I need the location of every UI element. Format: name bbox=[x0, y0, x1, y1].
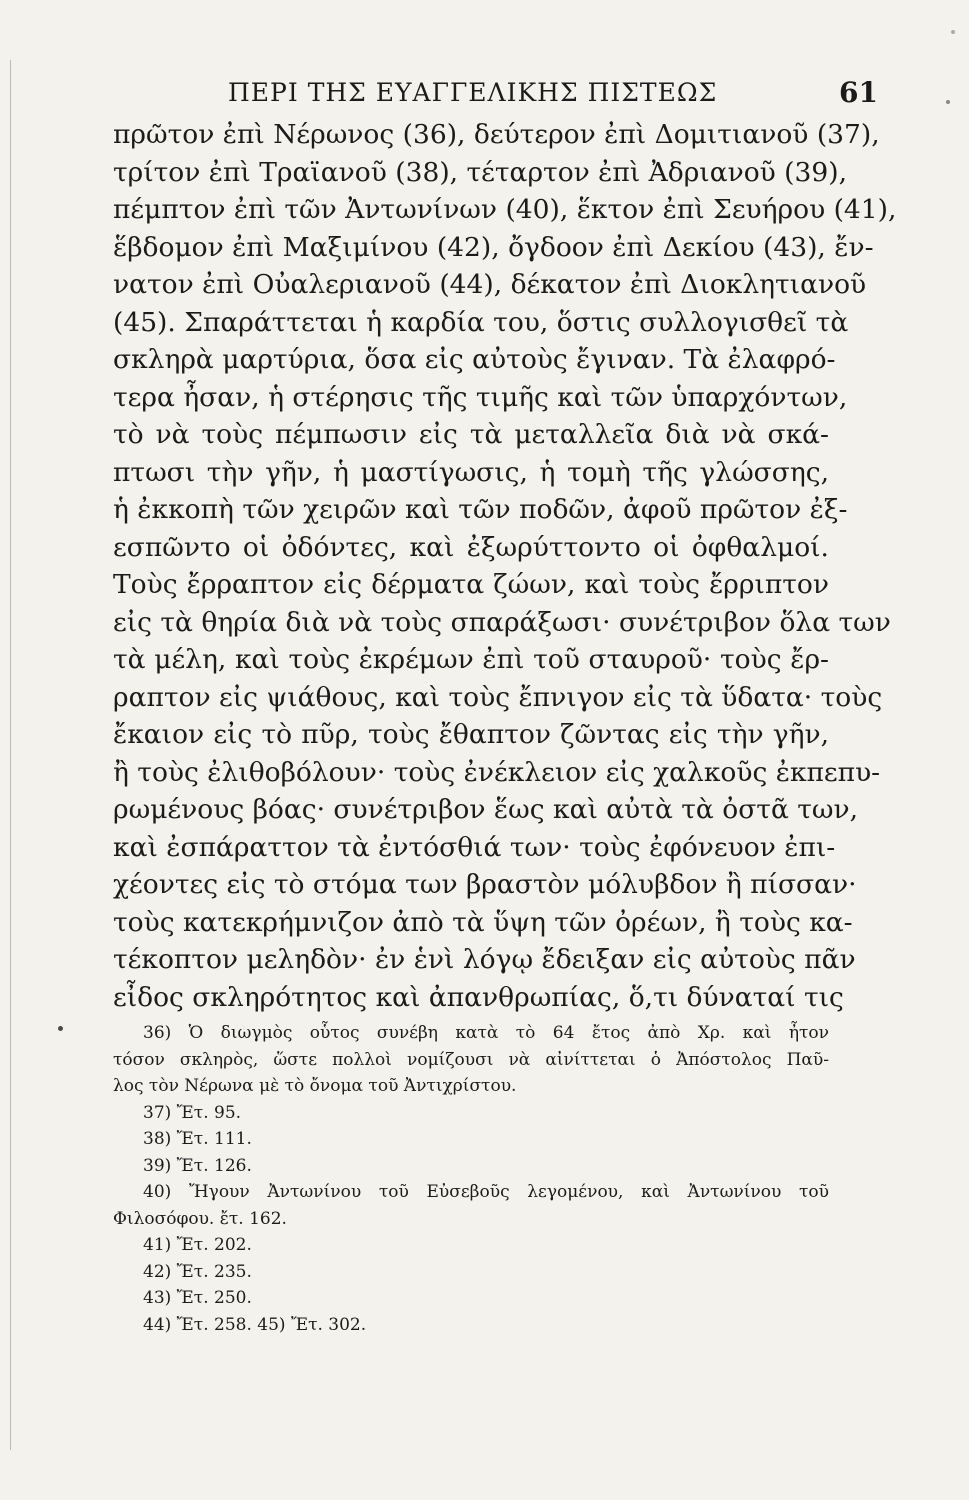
text-line: ραπτον εἰς ψιάθους, καὶ τοὺς ἔπνιγον εἰς τὰ ὕδατα· τοὺς bbox=[113, 681, 883, 713]
footnote-line: 41) Ἔτ. 202. bbox=[143, 1235, 252, 1255]
text-line: ἡ ἐκκοπὴ τῶν χειρῶν καὶ τῶν ποδῶν, ἀφοῦ πρῶτον ἐξ- bbox=[113, 494, 848, 525]
text-line: εἰς τὰ θηρία διὰ νὰ τοὺς σπαράξωσι· συνέτριβον ὅλα των bbox=[113, 606, 891, 638]
text-line: τερα ἦσαν, ἡ στέρησις τῆς τιμῆς καὶ τῶν ὑπαρχόντων, bbox=[113, 381, 848, 413]
text-line: πτωσι τὴν γῆν, ἡ μαστίγωσις, ἡ τομὴ τῆς γλώσσης, bbox=[113, 456, 829, 488]
text-line: ἢ τοὺς ἐλιθοβόλουν· τοὺς ἐνέκλειον εἰς χαλκοῦς ἐκπεπυ- bbox=[113, 756, 881, 788]
speck bbox=[951, 30, 955, 34]
text-line: σκληρὰ μαρτύρια, ὅσα εἰς αὐτοὺς ἔγιναν. Τὰ ἐλαφρό- bbox=[113, 344, 836, 375]
text-line: ἕβδομον ἐπὶ Μαξιμίνου (42), ὄγδοον ἐπὶ Δεκίου (43), ἔν- bbox=[113, 231, 874, 263]
footnote-line: 43) Ἔτ. 250. bbox=[143, 1288, 252, 1308]
footnote-line: 40) Ἤγουν Ἀντωνίνου τοῦ Εὐσεβοῦς λεγομένου, καὶ Ἀντωνίνου τοῦ bbox=[143, 1182, 829, 1202]
text-line: τὰ μέλη, καὶ τοὺς ἐκρέμων ἐπὶ τοῦ σταυροῦ· τοὺς ἔρ- bbox=[113, 644, 829, 675]
text-line: (45). Σπαράττεται ἡ καρδία του, ὅστις συλλογισθεῖ τὰ bbox=[113, 306, 849, 338]
text-line: ρωμένους βόας· συνέτριβον ἕως καὶ αὐτὰ τὰ ὀστᾶ των, bbox=[113, 794, 859, 825]
footnote-line: λος τὸν Νέρωνα μὲ τὸ ὄνομα τοῦ Ἀντιχρίστου. bbox=[113, 1076, 517, 1096]
text-line: τρίτον ἐπὶ Τραϊανοῦ (38), τέταρτον ἐπὶ Ἀδριανοῦ (39), bbox=[113, 156, 848, 188]
footnote-line: 42) Ἔτ. 235. bbox=[143, 1261, 252, 1282]
text-line: καὶ ἐσπάραττον τὰ ἐντόσθιά των· τοὺς ἐφόνευον ἐπι- bbox=[113, 831, 836, 863]
footnote-line: τόσον σκληρὸς, ὥστε πολλοὶ νομίζουσι νὰ αἰνίττεται ὁ Ἀπόστολος Παῦ- bbox=[113, 1049, 829, 1070]
text-line: τέκοπτον μεληδὸν· ἐν ἑνὶ λόγῳ ἔδειξαν εἰς αὐτοὺς πᾶν bbox=[113, 944, 856, 975]
speck bbox=[946, 100, 950, 104]
running-header bbox=[120, 76, 878, 114]
text-line: τὸ νὰ τοὺς πέμπωσιν εἰς τὰ μεταλλεῖα διὰ νὰ σκά- bbox=[113, 419, 829, 450]
footnote-line: Φιλοσόφου. ἔτ. 162. bbox=[113, 1208, 287, 1229]
text-line: χέοντες εἰς τὸ στόμα των βραστὸν μόλυβδον ἢ πίσσαν· bbox=[113, 869, 857, 900]
text-line: ἔκαιον εἰς τὸ πῦρ, τοὺς ἔθαπτον ζῶντας εἰς τὴν γῆν, bbox=[113, 719, 829, 750]
footnote-line: 44) Ἔτ. 258. 45) Ἔτ. 302. bbox=[143, 1314, 367, 1335]
page-edge-line bbox=[10, 60, 11, 1450]
text-line: πρῶτον ἐπὶ Νέρωνος (36), δεύτερον ἐπὶ Δομιτιανοῦ (37), bbox=[113, 119, 880, 150]
text-line: εσπῶντο οἱ ὀδόντες, καὶ ἐξωρύττοντο οἱ ὀφθαλμοί. bbox=[113, 531, 829, 563]
text-line: τοὺς κατεκρήμνιζον ἀπὸ τὰ ὕψη τῶν ὀρέων, ἢ τοὺς κα- bbox=[113, 906, 853, 938]
text-line: νατον ἐπὶ Οὐαλεριανοῦ (44), δέκατον ἐπὶ Διοκλητιανοῦ bbox=[113, 269, 867, 300]
running-title: ΠΕΡΙ ΤΗΣ ΕΥΑΓΓΕΛΙΚΗΣ ΠΙΣΤΕΩΣ bbox=[228, 78, 718, 107]
footnote-line: 37) Ἔτ. 95. bbox=[143, 1102, 242, 1123]
footnote-line: 36) Ὁ διωγμὸς οὗτος συνέβη κατὰ τὸ 64 ἔτος ἀπὸ Χρ. καὶ ἦτον bbox=[143, 1023, 829, 1043]
text-line: εἶδος σκληρότητος καὶ ἀπανθρωπίας, ὅ,τι δύναταί τις bbox=[113, 981, 844, 1013]
page-number: 61 bbox=[839, 76, 878, 109]
text-line: πέμπτον ἐπὶ τῶν Ἀντωνίνων (40), ἕκτον ἐπὶ Σευήρου (41), bbox=[113, 194, 897, 225]
footnote-line: 39) Ἔτ. 126. bbox=[143, 1155, 252, 1176]
footnotes bbox=[113, 1020, 829, 1338]
text-line: Τοὺς ἔρραπτον εἰς δέρματα ζώων, καὶ τοὺς ἔρριπτον bbox=[113, 569, 829, 600]
footnote-line: 38) Ἔτ. 111. bbox=[143, 1129, 252, 1149]
main-text bbox=[113, 116, 897, 1016]
speck bbox=[58, 1026, 63, 1031]
